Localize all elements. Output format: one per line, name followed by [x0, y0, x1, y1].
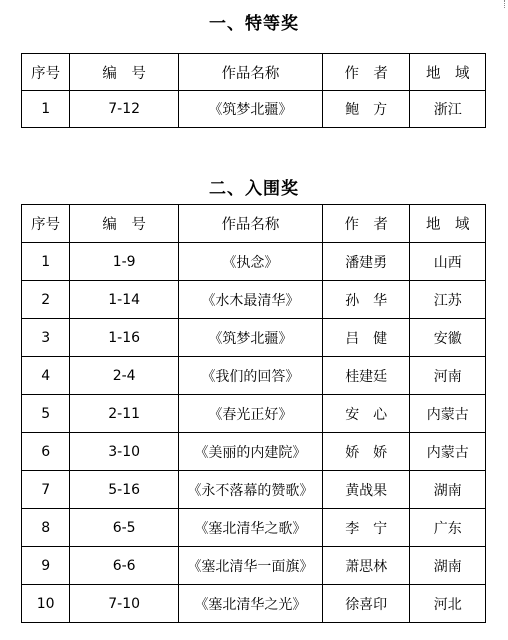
cell-index: 2 — [22, 281, 70, 319]
cell-index: 5 — [22, 395, 70, 433]
header-work-title: 作品名称 — [178, 205, 322, 243]
cell-region: 内蒙古 — [410, 433, 486, 471]
cell-work-title: 《我们的回答》 — [178, 357, 322, 395]
cell-code: 2-4 — [70, 357, 179, 395]
cell-author: 萧思林 — [322, 547, 410, 585]
cell-author: 李 宁 — [322, 509, 410, 547]
cell-work-title: 《塞北清华之歌》 — [178, 509, 322, 547]
cell-work-title: 《塞北清华之光》 — [178, 585, 322, 623]
cell-index: 7 — [22, 471, 70, 509]
table-row — [22, 281, 486, 319]
header-code: 编 号 — [70, 54, 179, 91]
cell-region: 湖南 — [410, 471, 486, 509]
table-row — [22, 319, 486, 357]
cell-author: 娇 娇 — [322, 433, 410, 471]
cell-author: 桂建廷 — [322, 357, 410, 395]
table-row — [22, 471, 486, 509]
cell-work-title: 《春光正好》 — [178, 395, 322, 433]
cell-code: 3-10 — [70, 433, 179, 471]
cell-code: 5-16 — [70, 471, 179, 509]
cell-work-title: 《塞北清华一面旗》 — [178, 547, 322, 585]
table-row — [22, 433, 486, 471]
cell-index: 6 — [22, 433, 70, 471]
table-row — [22, 357, 486, 395]
cell-work-title: 《美丽的内建院》 — [178, 433, 322, 471]
grand-prize-table — [21, 53, 486, 128]
section-title-grand-prize: 一、特等奖 — [209, 14, 299, 34]
table-row — [22, 395, 486, 433]
cell-code: 6-6 — [70, 547, 179, 585]
cell-region: 浙江 — [410, 91, 486, 128]
cell-code: 1-9 — [70, 243, 179, 281]
cell-author: 安 心 — [322, 395, 410, 433]
table-header-row — [22, 205, 486, 243]
cell-region: 安徽 — [410, 319, 486, 357]
cell-author: 鲍 方 — [322, 91, 410, 128]
table-row — [22, 547, 486, 585]
finalists-rows — [22, 243, 486, 623]
cell-code: 2-11 — [70, 395, 179, 433]
header-author: 作 者 — [322, 205, 410, 243]
table-header-row — [22, 54, 486, 91]
cell-author: 潘建勇 — [322, 243, 410, 281]
header-region: 地 域 — [410, 205, 486, 243]
cell-index: 4 — [22, 357, 70, 395]
table-row — [22, 243, 486, 281]
cell-region: 内蒙古 — [410, 395, 486, 433]
cell-region: 山西 — [410, 243, 486, 281]
cell-index: 9 — [22, 547, 70, 585]
cell-index: 1 — [22, 243, 70, 281]
cell-code: 1-16 — [70, 319, 179, 357]
cell-index: 1 — [22, 91, 70, 128]
header-index: 序号 — [22, 205, 70, 243]
cell-code: 7-10 — [70, 585, 179, 623]
finalists-table — [21, 204, 486, 623]
section-title-finalists: 二、入围奖 — [209, 179, 299, 199]
cell-region: 湖南 — [410, 547, 486, 585]
cell-work-title: 《筑梦北疆》 — [178, 319, 322, 357]
table-row — [22, 509, 486, 547]
cell-index: 3 — [22, 319, 70, 357]
cell-index: 10 — [22, 585, 70, 623]
cell-work-title: 《永不落幕的赞歌》 — [178, 471, 322, 509]
cell-region: 江苏 — [410, 281, 486, 319]
header-index: 序号 — [22, 54, 70, 91]
cell-work-title: 《执念》 — [178, 243, 322, 281]
cell-region: 河北 — [410, 585, 486, 623]
cell-code: 1-14 — [70, 281, 179, 319]
cell-index: 8 — [22, 509, 70, 547]
cell-author: 徐喜印 — [322, 585, 410, 623]
cell-region: 河南 — [410, 357, 486, 395]
grand-prize-rows — [22, 91, 486, 128]
table-row — [22, 585, 486, 623]
cell-code: 6-5 — [70, 509, 179, 547]
header-code: 编 号 — [70, 205, 179, 243]
cell-author: 黄战果 — [322, 471, 410, 509]
header-author: 作 者 — [322, 54, 410, 91]
cell-code: 7-12 — [70, 91, 179, 128]
cell-work-title: 《水木最清华》 — [178, 281, 322, 319]
cell-author: 孙 华 — [322, 281, 410, 319]
header-work-title: 作品名称 — [178, 54, 322, 91]
table-row — [22, 91, 486, 128]
cell-work-title: 《筑梦北疆》 — [178, 91, 322, 128]
cell-region: 广东 — [410, 509, 486, 547]
page-corner-mark — [504, 0, 506, 8]
cell-author: 吕 健 — [322, 319, 410, 357]
header-region: 地 域 — [410, 54, 486, 91]
